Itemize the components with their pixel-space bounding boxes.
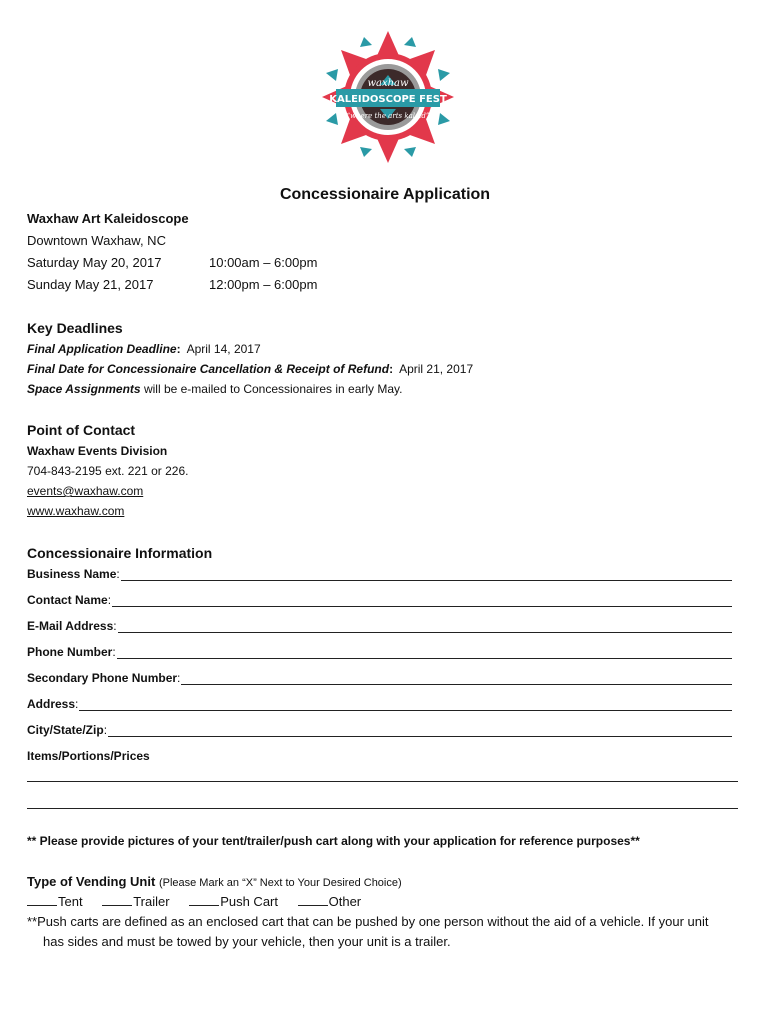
email-address-label: E-Mail Address (27, 619, 114, 633)
business-name-field[interactable]: Business Name : (27, 567, 732, 581)
phone-number-label: Phone Number (27, 645, 113, 659)
option-trailer[interactable] (102, 894, 169, 909)
contact-heading: Point of Contact (27, 422, 136, 438)
secondary-phone-label: Secondary Phone Number (27, 671, 178, 685)
deadline-final-value: April 14, 2017 (186, 342, 261, 356)
address-label: Address (27, 697, 76, 711)
contact-website-link[interactable]: www.waxhaw.com (27, 504, 125, 518)
option-push-cart-label: Push Cart (220, 894, 278, 909)
page-title: Concessionaire Application (279, 186, 491, 203)
deadline-cancel: Final Date for Concessionaire Cancellation & Receipt of Refund: April 21, 2017 (27, 362, 474, 376)
option-push-cart[interactable] (189, 894, 278, 909)
deadline-final-label: Final Application Deadline (27, 342, 177, 356)
vending-options (27, 894, 361, 909)
event-day1: Saturday May 20, 2017 (27, 255, 162, 270)
city-state-zip-field[interactable]: City/State/Zip : (27, 723, 732, 737)
event-day1-time: 10:00am – 6:00pm (209, 255, 318, 270)
address-field[interactable]: Address : (27, 697, 732, 711)
contact-name-field[interactable]: Contact Name : (27, 593, 732, 607)
event-location: Downtown Waxhaw, NC (27, 233, 166, 248)
vending-instruction: (Please Mark an “X” Next to Your Desired Choice) (158, 877, 402, 889)
phone-number-field[interactable]: Phone Number : (27, 645, 732, 659)
event-name: Waxhaw Art Kaleidoscope (27, 211, 189, 226)
push-cart-footnote-2: has sides and must be towed by your vehicle, then your unit is a trailer. (43, 934, 451, 949)
items-label: Items/Portions/Prices (27, 749, 150, 763)
vending-heading: Type of Vending Unit (27, 874, 156, 889)
contact-email-link[interactable]: events@waxhaw.com (27, 484, 144, 498)
info-heading: Concessionaire Information (27, 545, 213, 561)
push-cart-footnote-1: **Push carts are defined as an enclosed cart that can be pushed by one person without the aid of a vehicle. If your unit (27, 914, 709, 929)
option-trailer-label: Trailer (133, 894, 170, 909)
option-other-label: Other (328, 894, 362, 909)
pictures-note: ** Please provide pictures of your tent/trailer/push cart along with your application for reference purposes** (27, 834, 640, 848)
business-name-label: Business Name (27, 567, 117, 581)
items-line-1[interactable] (27, 781, 738, 782)
event-day2: Sunday May 21, 2017 (27, 277, 154, 292)
contact-org: Waxhaw Events Division (27, 444, 168, 458)
deadline-cancel-label: Final Date for Concessionaire Cancellation & Receipt of Refund (27, 362, 390, 376)
deadline-final: Final Application Deadline: April 14, 2017 (27, 342, 261, 356)
event-day2-time: 12:00pm – 6:00pm (209, 277, 318, 292)
email-address-field[interactable]: E-Mail Address : (27, 619, 732, 633)
option-other[interactable] (298, 894, 362, 909)
deadline-space-label: Space Assignments (27, 382, 141, 396)
vending-heading-row (27, 874, 402, 889)
deadline-space-text: will be e-mailed to Concessionaires in early May. (143, 382, 403, 396)
contact-phone: 704-843-2195 ext. 221 or 226. (27, 464, 189, 478)
logo-top-text: waxhaw (367, 78, 409, 89)
secondary-phone-field[interactable]: Secondary Phone Number : (27, 671, 732, 685)
deadline-space (27, 382, 403, 396)
option-tent-label: Tent (58, 894, 83, 909)
deadline-cancel-value: April 21, 2017 (399, 362, 474, 376)
logo-name: KALEIDOSCOPE FEST (329, 94, 447, 105)
items-line-2[interactable] (27, 808, 738, 809)
contact-name-label: Contact Name (27, 593, 108, 607)
deadlines-heading: Key Deadlines (27, 320, 123, 336)
kaleidoscope-fest-logo (318, 22, 458, 172)
city-state-zip-label: City/State/Zip (27, 723, 104, 737)
option-tent[interactable] (27, 894, 83, 909)
logo-tagline: “where the arts kaleid” (346, 112, 430, 120)
